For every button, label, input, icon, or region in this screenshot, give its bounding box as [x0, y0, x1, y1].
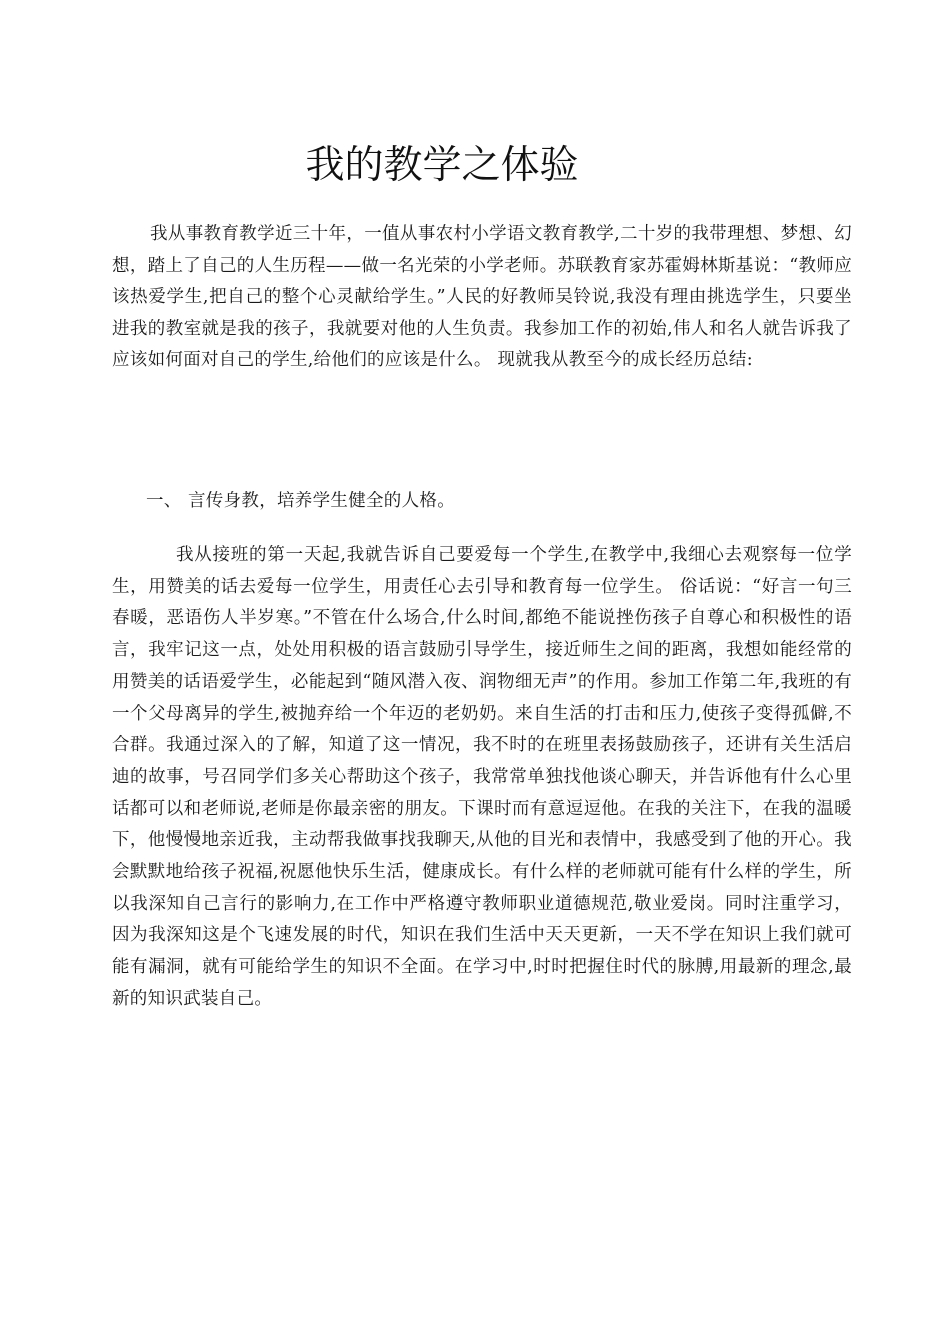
- section-body-paragraph: 我从接班的第一天起,我就告诉自己要爱每一个学生,在教学中,我细心去观察每一位学生，用赞美的话去爱每一位学生，用责任心去引导和教育每一位学生。 俗话说：“好言一句三春暖，恶语伤人半岁寒。”不管在什么场合,什么时间,都绝不能说挫伤孩子自尊心和积极性的语言，我牢记这一点，处处用积极的语言鼓励引导学生，接近师生之间的距离，我想如能经常的用赞美的话语爱学生，必能起到“随风潜入夜、润物细无声”的作用。参加工作第二年,我班的有一个父母离异的学生,被抛弃给一个年迈的老奶奶。来自生活的打击和压力,使孩子变得孤僻,不合群。我通过深入的了解，知道了这一情况，我不时的在班里表扬鼓励孩子，还讲有关生活启迪的故事，号召同学们多关心帮助这个孩子，我常常单独找他谈心聊天，并告诉他有什么心里话都可以和老师说,老师是你最亲密的朋友。下课时而有意逗逗他。在我的关注下，在我的温暖下，他慢慢地亲近我，主动帮我做事找我聊天,从他的目光和表情中，我感受到了他的开心。我会默默地给孩子祝福,祝愿他快乐生活，健康成长。有什么样的老师就可能有什么样的学生，所以我深知自己言行的影响力,在工作中严格遵守教师职业道德规范,敬业爱岗。同时注重学习，因为我深知这是个飞速发展的时代，知识在我们生活中天天更新，一天不学在知识上我们就可能有漏洞，就有可能给学生的知识不全面。在学习中,时时把握住时代的脉膊,用最新的理念,最新的知识武装自己。: [112, 545, 852, 1009]
- section-heading-text: 言传身教，培养学生健全的人格。: [188, 491, 455, 511]
- section-heading: [146, 487, 455, 515]
- document-title: 我的教学之体验: [305, 143, 579, 188]
- intro-paragraph: 我从事教育教学近三十年，一值从事农村小学语文教育教学,二十岁的我带理想、梦想、幻想，踏上了自己的人生历程——做一名光荣的小学老师。苏联教育家苏霍姆林斯基说：“教师应该热爱学生,把自己的整个心灵献给学生。”人民的好教师吴铃说,我没有理由挑选学生，只要坐进我的教室就是我的孩子，我就要对他的人生负责。我参加工作的初始,伟人和名人就告诉我了应该如何面对自己的学生,给他们的应该是什么。 现就我从教至今的成长经历总结:: [112, 224, 852, 371]
- section-number: 一、: [146, 491, 182, 511]
